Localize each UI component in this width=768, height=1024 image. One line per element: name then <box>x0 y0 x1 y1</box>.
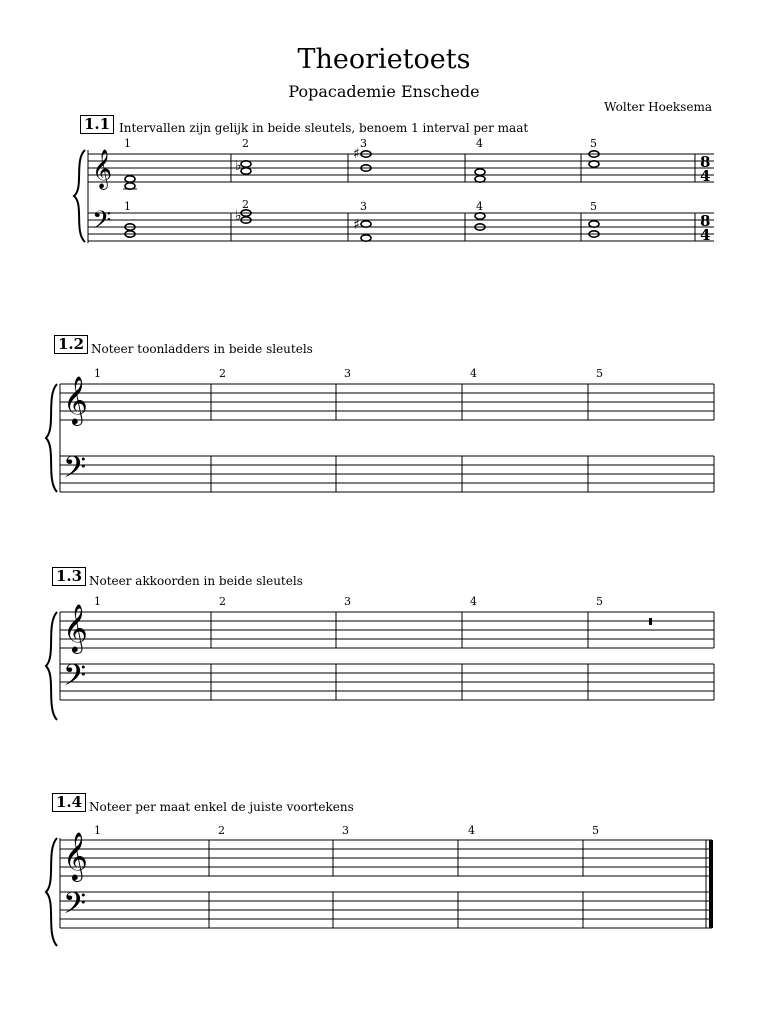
bar-number: 4 <box>476 137 483 150</box>
bass-clef-icon: 𝄢 <box>63 451 87 492</box>
treble-staff <box>60 840 712 876</box>
composer-name: Wolter Hoeksema <box>604 100 712 114</box>
time-signature-bottom: 4 <box>700 226 711 244</box>
bar-number: 4 <box>470 367 477 380</box>
flat-icon: ♭ <box>235 158 242 174</box>
bass-clef-icon: 𝄢 <box>63 887 87 928</box>
time-signature-top: 8 <box>700 212 711 230</box>
bass-clef-icon: 𝄢 <box>63 659 87 700</box>
bar-number: 2 <box>219 367 226 380</box>
bar-number: 2 <box>219 595 226 608</box>
bar-number: 4 <box>470 595 477 608</box>
bar-number: 5 <box>590 137 597 150</box>
section-number-1-3: 1.3 <box>52 567 86 586</box>
section-number-1-1: 1.1 <box>80 115 114 134</box>
bar-number: 1 <box>94 824 101 837</box>
flat-icon: ♭ <box>235 208 242 224</box>
bar-number: 2 <box>242 198 249 211</box>
bar-number: 5 <box>596 367 603 380</box>
bar-number: 3 <box>344 595 351 608</box>
page-subtitle: Popacademie Enschede <box>288 82 480 101</box>
treble-clef-icon: 𝄞 <box>63 603 88 652</box>
bar-number: 1 <box>124 137 131 150</box>
bar-number: 5 <box>590 200 597 213</box>
bar-number: 2 <box>242 137 249 150</box>
bar-number: 1 <box>94 595 101 608</box>
section-instruction-1-1: Intervallen zijn gelijk in beide sleutels, benoem 1 interval per maat <box>119 121 529 135</box>
barlines <box>209 840 583 928</box>
bar-number: 5 <box>592 824 599 837</box>
bar-number: 3 <box>360 200 367 213</box>
section-instruction-1-3: Noteer akkoorden in beide sleutels <box>89 574 303 588</box>
treble-clef-icon: 𝄞 <box>63 831 88 880</box>
bar-number: 2 <box>218 824 225 837</box>
sharp-icon: ♯ <box>353 146 360 162</box>
bar-number: 4 <box>468 824 475 837</box>
grand-staff-brace <box>46 838 57 946</box>
section-number-1-2: 1.2 <box>54 335 88 354</box>
bar-number: 1 <box>124 200 131 213</box>
section-instruction-1-2: Noteer toonladders in beide sleutels <box>91 342 313 356</box>
bar-number: 1 <box>94 367 101 380</box>
treble-clef-icon: 𝄞 <box>63 375 88 424</box>
bar-number: 5 <box>596 595 603 608</box>
page-title: Theorietoets <box>297 44 471 75</box>
bass-staff <box>60 892 712 928</box>
bar-number: 3 <box>360 137 367 150</box>
treble-clef-icon: 𝄞 <box>92 149 113 189</box>
bar-number: 3 <box>342 824 349 837</box>
bass-clef-icon: 𝄢 <box>92 206 112 241</box>
section-number-1-4: 1.4 <box>52 793 86 812</box>
final-barline <box>706 840 711 928</box>
bar-number: 4 <box>476 200 483 213</box>
sharp-icon: ♯ <box>353 217 360 233</box>
time-signature-bottom: 4 <box>700 167 711 185</box>
time-signature-top: 8 <box>700 153 711 171</box>
section-instruction-1-4: Noteer per maat enkel de juiste voortekens <box>89 800 354 814</box>
bar-number: 3 <box>344 367 351 380</box>
